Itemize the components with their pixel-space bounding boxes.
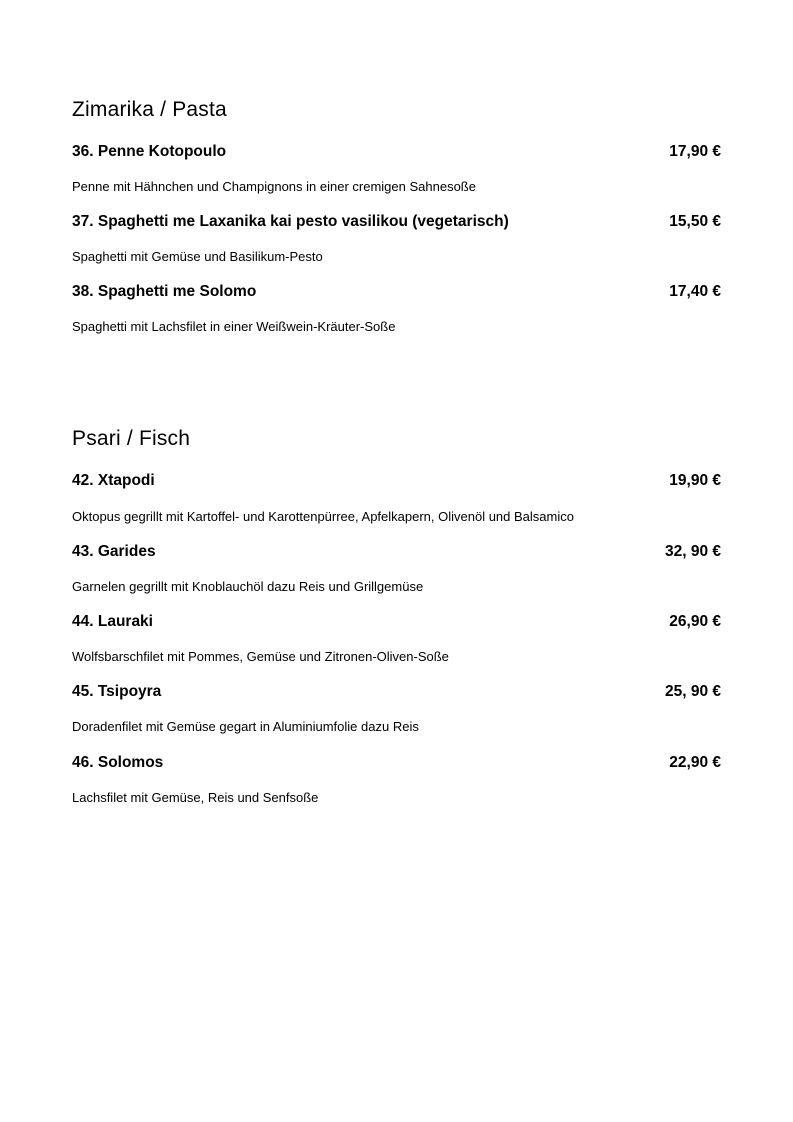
item-name: 38. Spaghetti me Solomo xyxy=(72,283,257,300)
item-name: 44. Lauraki xyxy=(72,613,153,630)
menu-item-solomos xyxy=(72,754,721,776)
item-description: Doradenfilet mit Gemüse gegart in Aluminiumfolie dazu Reis xyxy=(72,719,419,734)
item-name: 43. Garides xyxy=(72,543,156,560)
item-description: Spaghetti mit Lachsfilet in einer Weißwein-Kräuter-Soße xyxy=(72,319,396,334)
menu-item-xtapodi xyxy=(72,472,721,494)
item-price: 15,50 € xyxy=(669,213,721,230)
item-price: 26,90 € xyxy=(669,613,721,630)
item-description: Penne mit Hähnchen und Champignons in einer cremigen Sahnesoße xyxy=(72,179,476,194)
menu-item-tsipoyra xyxy=(72,683,721,705)
item-name: 36. Penne Kotopoulo xyxy=(72,143,227,160)
menu-item-spaghetti-laxanika xyxy=(72,213,721,235)
item-name: 37. Spaghetti me Laxanika kai pesto vasilikou (vegetarisch) xyxy=(72,213,509,230)
menu-item-spaghetti-solomo xyxy=(72,283,721,305)
item-description: Lachsfilet mit Gemüse, Reis und Senfsoße xyxy=(72,790,319,805)
item-name: 46. Solomos xyxy=(72,754,164,771)
item-price: 17,90 € xyxy=(669,143,721,160)
item-description: Garnelen gegrillt mit Knoblauchöl dazu Reis und Grillgemüse xyxy=(72,579,424,594)
item-description: Wolfsbarschfilet mit Pommes, Gemüse und Zitronen-Oliven-Soße xyxy=(72,649,449,664)
menu-item-lauraki xyxy=(72,613,721,635)
section-title-pasta: Zimarika / Pasta xyxy=(72,98,227,121)
item-price: 22,90 € xyxy=(669,754,721,771)
menu-item-garides xyxy=(72,543,721,565)
item-price: 17,40 € xyxy=(669,283,721,300)
item-description: Spaghetti mit Gemüse und Basilikum-Pesto xyxy=(72,249,323,264)
section-title-fisch: Psari / Fisch xyxy=(72,427,191,450)
item-price: 25, 90 € xyxy=(664,683,721,700)
menu-item-penne-kotopoulo xyxy=(72,143,721,165)
item-name: 42. Xtapodi xyxy=(72,472,155,489)
item-name: 45. Tsipoyra xyxy=(72,683,162,700)
item-price: 19,90 € xyxy=(669,472,721,489)
item-description: Oktopus gegrillt mit Kartoffel- und Karottenpürree, Apfelkapern, Olivenöl und Balsamico xyxy=(72,509,574,524)
item-price: 32, 90 € xyxy=(664,543,721,560)
